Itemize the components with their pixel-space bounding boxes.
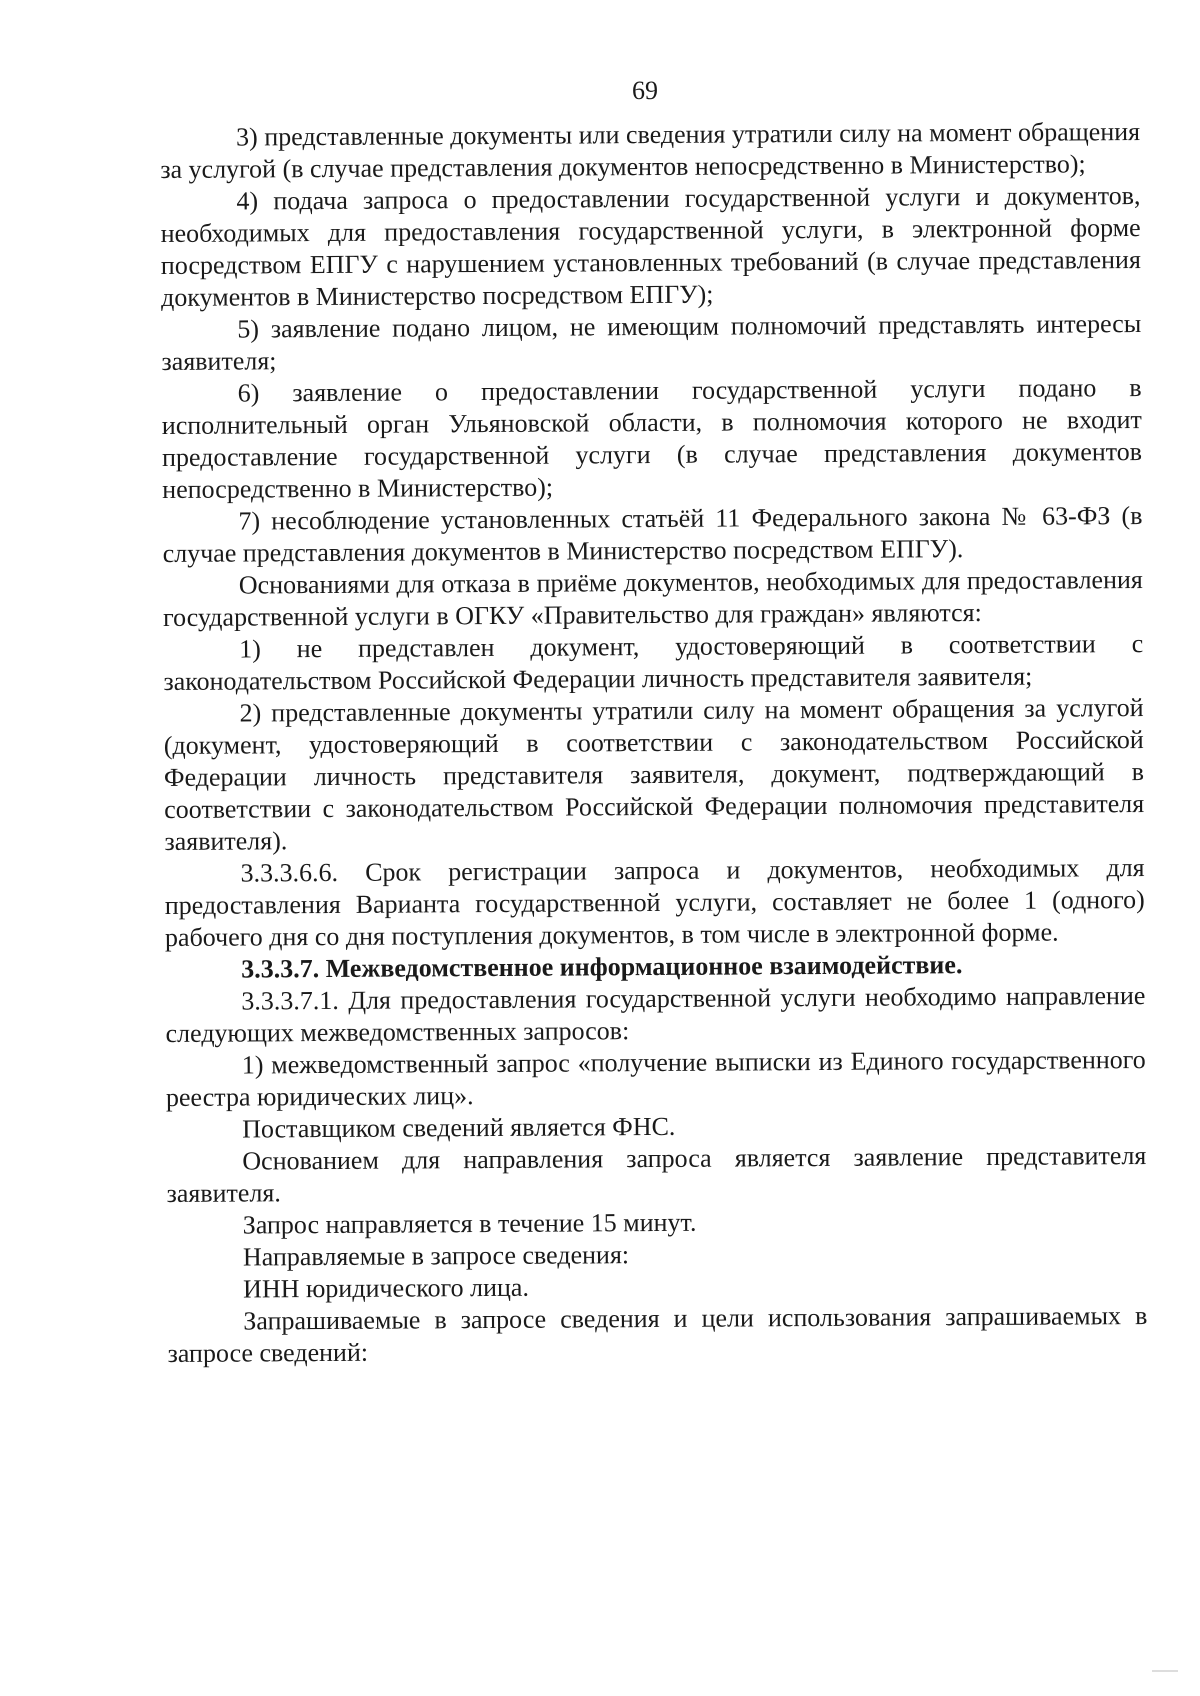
refusal-grounds-paragraph: Основаниями для отказа в приёме документов, необходимых для предоставления государственной услуги в ОГКУ «Правительство для граждан» являются:	[162, 565, 1143, 632]
data-provider-paragraph: Поставщиком сведений является ФНС.	[242, 1111, 676, 1144]
list-item-4-epgu-violation: 4) подача запроса о предоставлении государственной услуги и документов, необходимых для предоставления государственной услуги, в электронной форме посредством ЕПГУ с нарушением установленных требований (в случае представления документов в Министерство посредством ЕПГУ);	[160, 181, 1141, 312]
page-number: 69	[632, 76, 658, 105]
request-item-1-egrul-extract: 1) межведомственный запрос «получение выписки из Единого государственного реестра юридических лиц».	[165, 1044, 1146, 1112]
section-3-3-3-6-6-registration-term: 3.3.3.6.6. Срок регистрации запроса и документов, необходимых для предоставления Варианта государственной услуги, составляет не более 1 (одного) рабочего дня со дня поступления документов, в том числе в электронной форме.	[164, 852, 1145, 952]
document-body	[160, 116, 1148, 1370]
refusal-item-2-documents-expired: 2) представленные документы утратили силу на момент обращения за услугой (документ, удостоверяющий в соответствии с законодательством Российской Федерации личность представителя заявителя, документ, подтверждающий в соответствии с законодательством Российской Федерации полномочия представителя заявителя).	[163, 693, 1145, 856]
section-3-3-3-7-1-paragraph: 3.3.3.7.1. Для предоставления государственной услуги необходимо направление следующих межведомственных запросов:	[165, 980, 1146, 1048]
request-basis-paragraph: Основанием для направления запроса является заявление представителя заявителя.	[166, 1140, 1147, 1208]
list-item-6-wrong-authority: 6) заявление о предоставлении государственной услуги подано в исполнительный орган Ульяновской области, в полномочия которого не входит предоставление государственной услуги (в случае представления документов непосредственно в Министерство);	[161, 373, 1143, 504]
section-3-3-3-7-heading: 3.3.3.7. Межведомственное информационное взаимодействие.	[241, 950, 963, 984]
list-item-3-documents-expired: 3) представленные документы или сведения утратили силу на момент обращения за услугой (в случае представления документов непосредственно в Министерство);	[160, 117, 1141, 184]
scan-artifact-mark	[1152, 1670, 1178, 1672]
inn-paragraph: ИНН юридического лица.	[243, 1272, 530, 1304]
list-item-5-no-authority: 5) заявление подано лицом, не имеющим полномочий представлять интересы заявителя;	[161, 309, 1142, 376]
sent-data-paragraph: Направляемые в запросе сведения:	[242, 1240, 630, 1272]
request-timing-paragraph: Запрос направляется в течение 15 минут.	[242, 1207, 697, 1240]
requested-data-paragraph: Запрашиваемые в запросе сведения и цели использования запрашиваемых в запросе сведений:	[167, 1300, 1148, 1368]
list-item-7-law-63fz: 7) несоблюдение установленных статьёй 11 Федерального закона № 63-ФЗ (в случае представления документов в Министерство посредством ЕПГУ).	[162, 501, 1143, 568]
refusal-item-1-no-identity-document: 1) не представлен документ, удостоверяющий в соответствии с законодательством Российской Федерации личность представителя заявителя;	[163, 629, 1144, 696]
